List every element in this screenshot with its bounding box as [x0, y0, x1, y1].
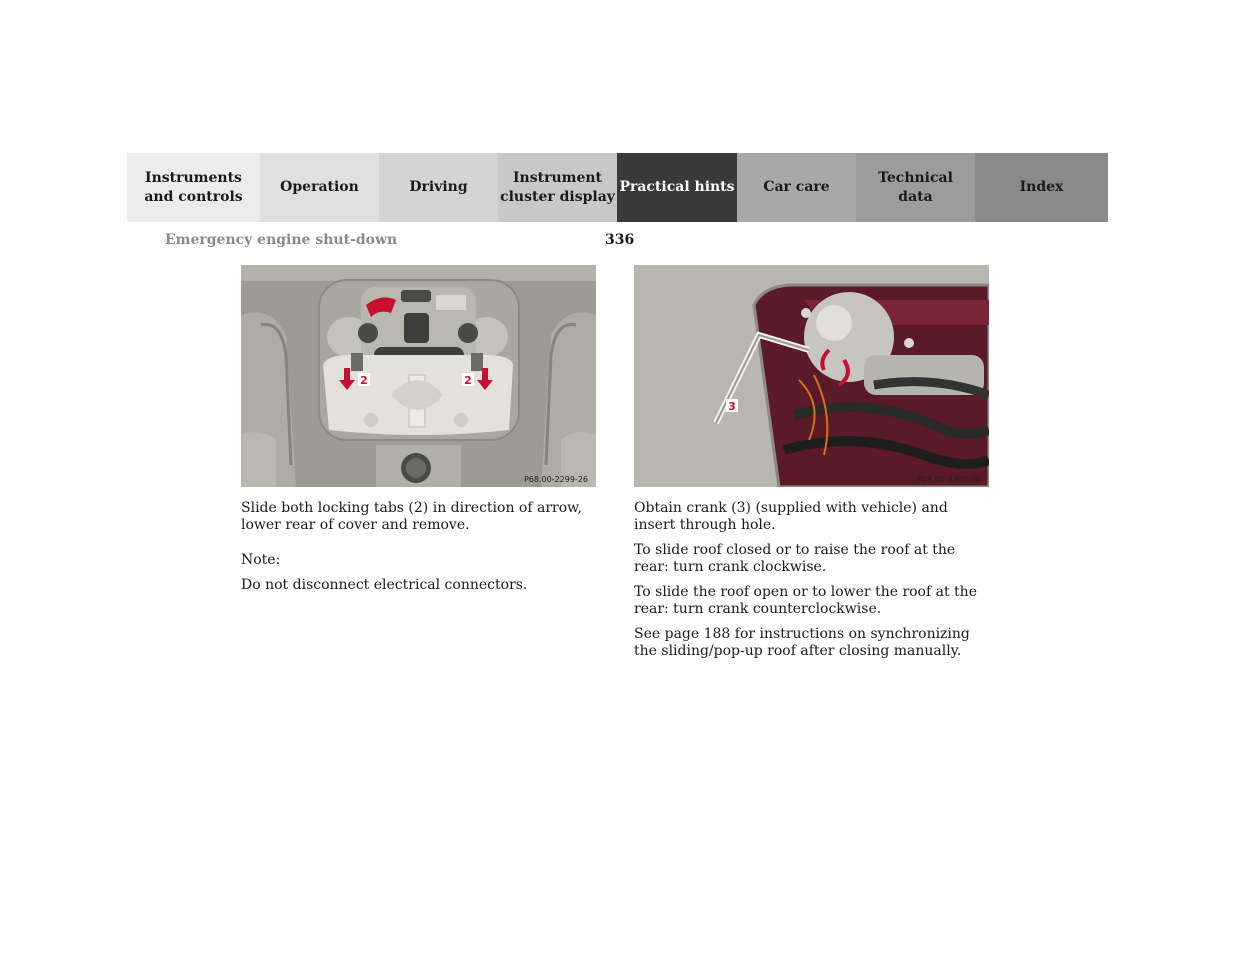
instruction-paragraph: See page 188 for instructions on synchronizing the sliding/pop-up roof after closing manually.	[634, 626, 970, 659]
tab-label-left: 2	[360, 374, 368, 387]
figure-code: P68.00-2299-26	[523, 475, 588, 484]
crank-label: 3	[728, 400, 736, 413]
note-heading: Note:	[241, 552, 281, 568]
instruction-paragraph: Obtain crank (3) (supplied with vehicle) and insert through hole.	[634, 500, 948, 533]
tab-instrument-cluster-display[interactable]: Instrument cluster display	[498, 153, 617, 222]
right-instructions	[634, 500, 984, 668]
instruction-paragraph: Slide both locking tabs (2) in direction of arrow, lower rear of cover and remove.	[241, 500, 582, 533]
note-text: Do not disconnect electrical connectors.	[241, 577, 528, 593]
figure-code: P68.00-2300-26	[916, 475, 981, 484]
instruction-paragraph: To slide roof closed or to raise the roof at the rear: turn crank clockwise.	[634, 542, 956, 575]
tab-index[interactable]: Index	[975, 153, 1108, 222]
tab-operation[interactable]: Operation	[260, 153, 379, 222]
left-instructions	[241, 500, 591, 602]
tab-technical-data[interactable]: Technical data	[856, 153, 975, 222]
roof-motor-illustration	[634, 265, 989, 487]
overhead-panel-figure	[241, 265, 596, 487]
tab-instruments-and-controls[interactable]: Instruments and controls	[127, 153, 260, 222]
page-number: 336	[605, 232, 635, 248]
tab-driving[interactable]: Driving	[379, 153, 498, 222]
tab-practical-hints[interactable]: Practical hints	[617, 153, 737, 222]
tab-car-care[interactable]: Car care	[737, 153, 856, 222]
tab-label-right: 2	[464, 374, 472, 387]
chapter-nav	[127, 153, 1108, 222]
instruction-paragraph: To slide the roof open or to lower the roof at the rear: turn crank counterclockwise.	[634, 584, 977, 617]
roof-motor-figure	[634, 265, 989, 487]
overhead-panel-illustration	[241, 265, 596, 487]
section-title: Emergency engine shut-down	[165, 232, 398, 248]
